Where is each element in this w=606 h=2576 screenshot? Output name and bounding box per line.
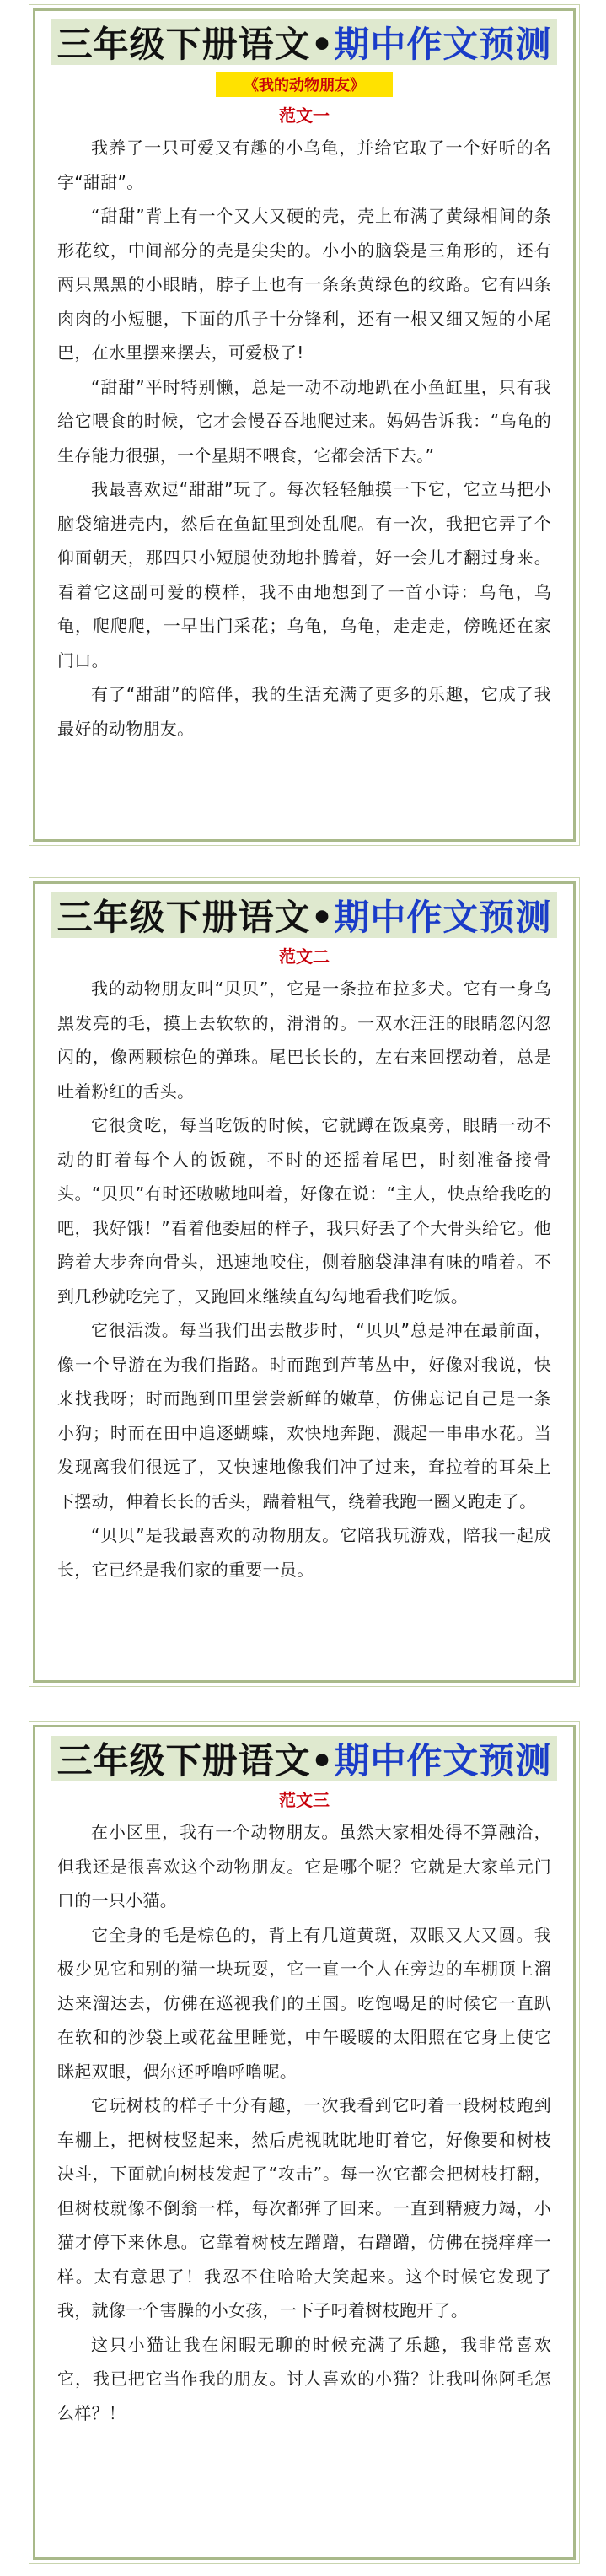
title-main: 期中作文预测 <box>334 1740 552 1781</box>
paragraph: 它全身的毛是棕色的，背上有几道黄斑，双眼又大又圆。我极少见它和别的猫一块玩耍，它一直一个人在旁边的车棚顶上溜达来溜达去，仿佛在巡视我们的王国。吃饱喝足的时候它一直趴在软和的沙袋上或花盆里睡觉，中午暖暖的太阳照在它身上使它眯起双眼，偶尔还呼噜呼噜呢。 <box>57 1924 551 2082</box>
paragraph: 它很贪吃，每当吃饭的时候，它就蹲在饭桌旁，眼睛一动不动的盯着每个人的饭碗，不时的还摇着尾巴，时刻准备接骨头。“贝贝”有时还嗷嗷地叫着，好像在说：“主人，快点给我吃的吧，我好饿！”看着他委屈的样子，我只好丢了个大骨头给它。他跨着大步奔向骨头，迅速地咬住，侧着脑袋津津有味的啃着。不到几秒就吃完了，又跑回来继续直勾勾地看我们吃饭。 <box>57 1115 551 1307</box>
title-prefix: 三年级下册语文• <box>56 897 335 938</box>
paragraph: 我养了一只可爱又有趣的小乌龟，并给它取了一个好听的名字“甜甜”。 <box>57 137 551 192</box>
title-prefix: 三年级下册语文• <box>56 24 335 65</box>
paragraph: 它很活泼。每当我们出去散步时，“贝贝”总是冲在最前面，像一个导游在为我们指路。时而跑到芦苇丛中，好像对我说，快来找我呀；时而跑到田里尝尝新鲜的嫩草，仿佛忘记自己是一条小狗；时而在田中追逐蝴蝶，欢快地奔跑，溅起一串串水花。当发现离我们很远了，又快速地像我们冲了过来，耷拉着的耳朵上下摆动，伸着长长的舌头，踹着粗气，绕着我跑一圈又跑走了。 <box>57 1320 551 1512</box>
essay-topic: 《我的动物朋友》 <box>216 72 393 97</box>
title-main: 期中作文预测 <box>334 897 552 938</box>
essay-card-1 <box>33 8 576 842</box>
paragraph: 我的动物朋友叫“贝贝”，它是一条拉布拉多犬。它有一身乌黑发亮的毛，摸上去软软的，滑滑的。一双水汪汪的眼睛忽闪忽闪的，像两颗棕色的弹珠。尾巴长长的，左右来回摆动着，总是吐着粉红的舌头。 <box>57 978 551 1102</box>
essay-card-2 <box>33 881 576 1683</box>
title-main: 期中作文预测 <box>334 24 552 65</box>
paragraph: “贝贝”是我最喜欢的动物朋友。它陪我玩游戏，陪我一起成长，它已经是我们家的重要一员。 <box>57 1525 551 1580</box>
paragraph: 这只小猫让我在闲暇无聊的时候充满了乐趣，我非常喜欢它，我已把它当作我的朋友。讨人喜欢的小猫？让我叫你阿毛怎么样？！ <box>57 2334 551 2423</box>
paragraph: 在小区里，我有一个动物朋友。虽然大家相处得不算融洽，但我还是很喜欢这个动物朋友。它是哪个呢？它就是大家单元门口的一只小猫。 <box>57 1822 551 1910</box>
paragraph: 有了“甜甜”的陪伴，我的生活充满了更多的乐趣，它成了我最好的动物朋友。 <box>57 684 551 739</box>
banner-title <box>51 19 557 65</box>
paragraph: 我最喜欢逗“甜甜”玩了。每次轻轻触摸一下它，它立马把小脑袋缩进壳内，然后在鱼缸里到处乱爬。有一次，我把它弄了个仰面朝天，那四只小短腿使劲地扑腾着，好一会儿才翻过身来。看着它这副可爱的模样，我不由地想到了一首小诗：乌龟，乌龟，爬爬爬，一早出门采花；乌龟，乌龟，走走走，傍晚还在家门口。 <box>57 479 551 671</box>
title-prefix: 三年级下册语文• <box>56 1740 335 1781</box>
paragraph: “甜甜”背上有一个又大又硬的壳，壳上布满了黄绿相间的条形花纹，中间部分的壳是尖尖的。小小的脑袋是三角形的，还有两只黑黑的小眼睛，脖子上也有一条条黄绿色的纹路。它有四条肉肉的小短腿，下面的爪子十分锋利，还有一根又细又短的小尾巴，在水里摆来摆去，可爱极了! <box>57 206 551 363</box>
essay-body <box>35 1812 573 2430</box>
banner-title <box>51 892 557 938</box>
sample-label: 范文二 <box>279 946 330 967</box>
banner-title <box>51 1736 557 1781</box>
sample-label: 范文一 <box>279 105 330 126</box>
essay-body <box>35 127 573 746</box>
paragraph: “甜甜”平时特别懒，总是一动不动地趴在小鱼缸里，只有我给它喂食的时候，它才会慢吞吞地爬过来。妈妈告诉我：“乌龟的生存能力很强，一个星期不喂食，它都会活下去。” <box>57 376 551 466</box>
sample-label: 范文三 <box>279 1790 330 1810</box>
essay-body <box>35 968 573 1587</box>
essay-card-3 <box>33 1725 576 2560</box>
paragraph: 它玩树枝的样子十分有趣，一次我看到它叼着一段树枝跑到车棚上，把树枝竖起来，然后虎视眈眈地盯着它，好像要和树枝决斗，下面就向树枝发起了“攻击”。每一次它都会把树枝打翻，但树枝就像不倒翁一样，每次都弹了回来。一直到精疲力竭，小猫才停下来休息。它靠着树枝左蹭蹭，右蹭蹭，仿佛在挠痒痒一样。太有意思了！我忍不住哈哈大笑起来。这个时候它发现了我，就像一个害臊的小女孩，一下子叼着树枝跑开了。 <box>57 2095 551 2320</box>
